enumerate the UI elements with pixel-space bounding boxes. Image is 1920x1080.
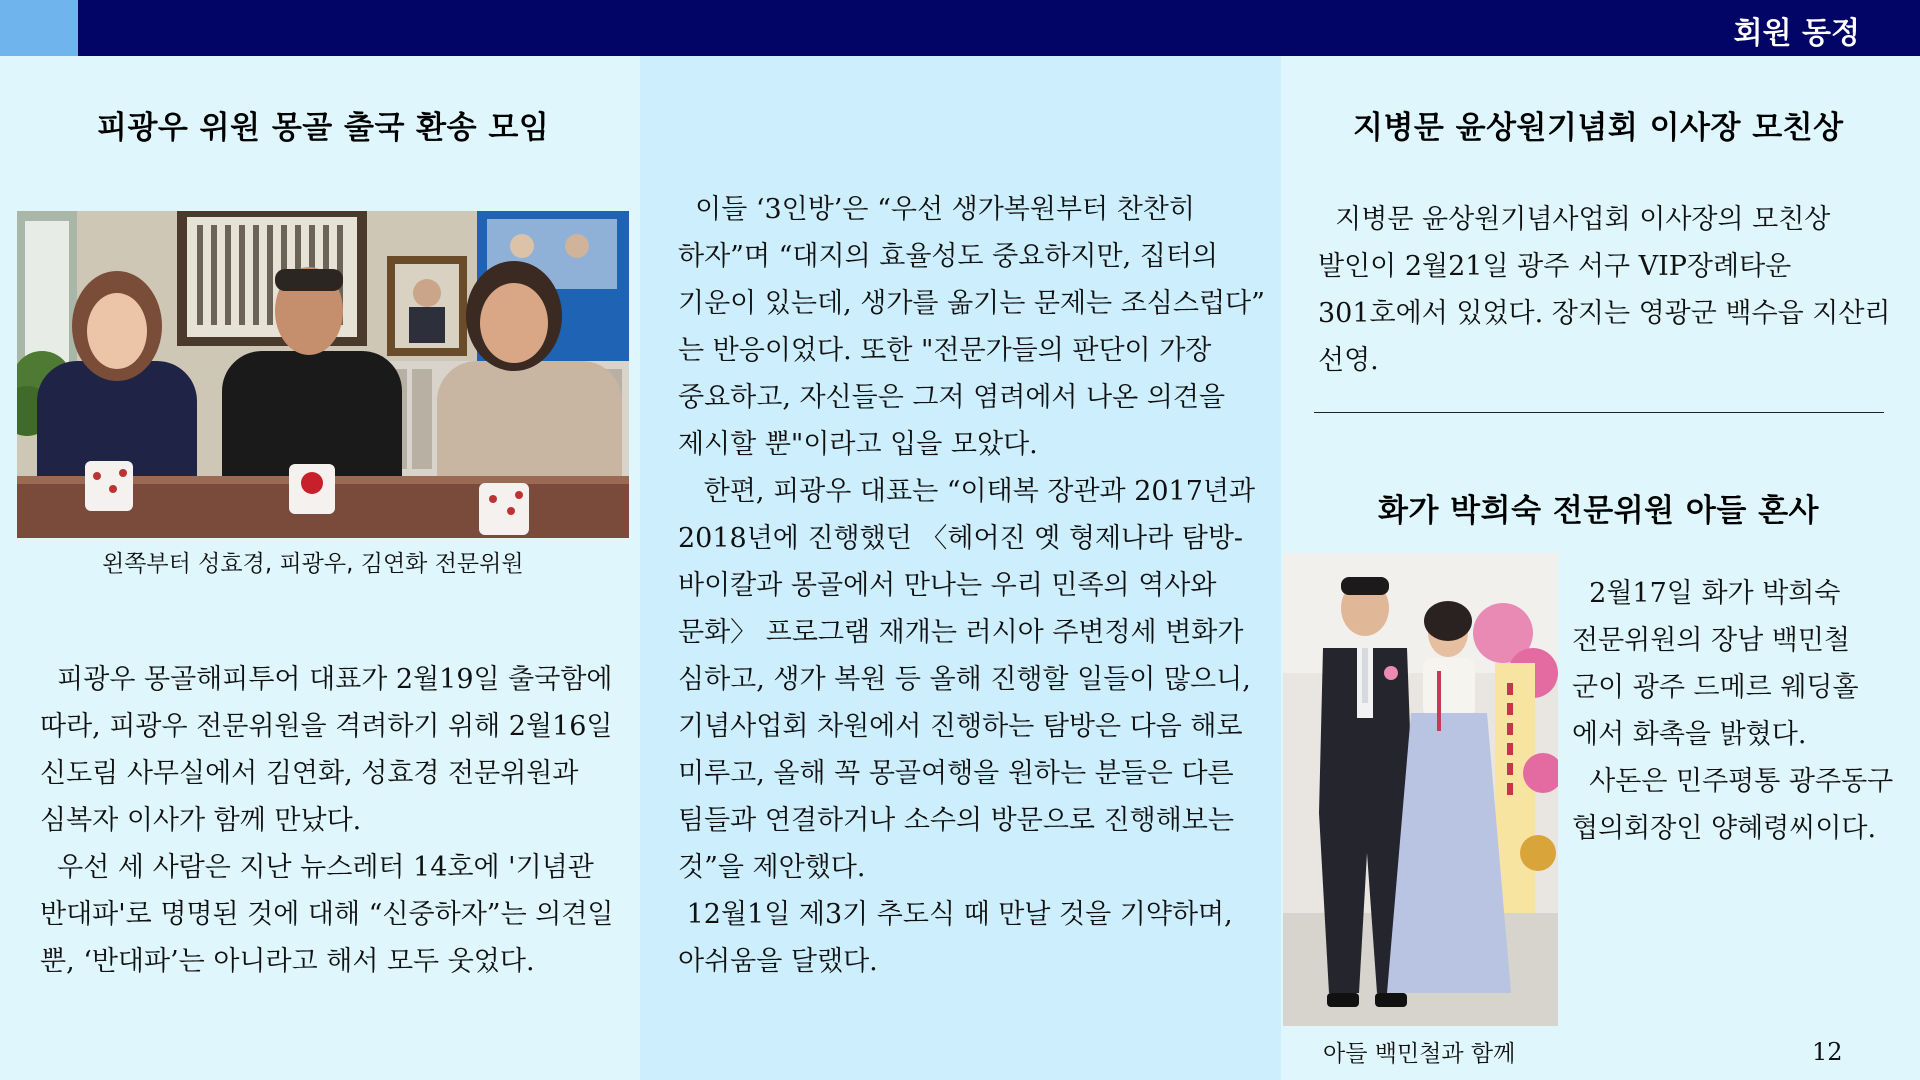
wedding-photo bbox=[1283, 553, 1558, 1026]
meeting-photo bbox=[17, 211, 629, 538]
text-line: 사돈은 민주평통 광주동구 bbox=[1572, 766, 1894, 797]
text-line: 에서 화촉을 밝혔다. bbox=[1572, 719, 1807, 750]
page-number: 12 bbox=[1812, 1038, 1843, 1066]
text-line: 아쉬움을 달랬다. bbox=[678, 946, 878, 977]
text-line: 심하고, 생가 복원 등 올해 진행할 일들이 많으니, bbox=[678, 664, 1251, 695]
text-line: 한편, 피광우 대표는 “이태복 장관과 2017년과 bbox=[678, 476, 1256, 507]
left-article-body bbox=[40, 656, 614, 985]
wedding-photo-caption: 아들 백민철과 함께 bbox=[1323, 1041, 1516, 1067]
text-line: 하자”며 “대지의 효율성도 중요하지만, 집터의 bbox=[678, 241, 1218, 272]
text-line: 피광우 몽골해피투어 대표가 2월19일 출국함에 bbox=[40, 664, 613, 695]
text-line: 기운이 있는데, 생가를 옮기는 문제는 조심스럽다” bbox=[678, 288, 1265, 319]
meeting-photo-caption: 왼쪽부터 성효경, 피광우, 김연화 전문위원 bbox=[102, 551, 524, 577]
section-label: 회원 동정 bbox=[1733, 16, 1860, 51]
text-line: 중요하고, 자신들은 그저 염려에서 나온 의견을 bbox=[678, 382, 1226, 413]
header-bar bbox=[0, 0, 1920, 56]
article-title-farewell: 피광우 위원 몽골 출국 환송 모임 bbox=[97, 110, 550, 146]
text-line: 뿐, ‘반대파’는 아니라고 해서 모두 웃었다. bbox=[40, 946, 535, 977]
text-line: 선영. bbox=[1318, 345, 1379, 376]
text-line: 제시할 뿐"이라고 입을 모았다. bbox=[678, 429, 1038, 460]
text-line: 협의회장인 양혜령씨이다. bbox=[1572, 813, 1877, 844]
text-line: 2018년에 진행했던 〈헤어진 옛 형제나라 탐방- bbox=[678, 523, 1244, 554]
section-divider bbox=[1314, 412, 1884, 413]
text-line: 바이칼과 몽골에서 만나는 우리 민족의 역사와 bbox=[678, 570, 1217, 601]
text-line: 문화〉 프로그램 재개는 러시아 주변정세 변화가 bbox=[678, 617, 1244, 648]
middle-article-body bbox=[678, 186, 1265, 985]
text-line: 는 반응이었다. 또한 "전문가들의 판단이 가장 bbox=[678, 335, 1212, 366]
text-line: 것”을 제안했다. bbox=[678, 852, 866, 883]
header-accent-block bbox=[0, 0, 78, 56]
wedding-article-body bbox=[1572, 570, 1893, 852]
condolence-article-body bbox=[1318, 196, 1891, 384]
article-title-condolence: 지병문 윤상원기념회 이사장 모친상 bbox=[1353, 110, 1844, 146]
text-line: 기념사업회 차원에서 진행하는 탐방은 다음 해로 bbox=[678, 711, 1243, 742]
text-line: 12월1일 제3기 추도식 때 만날 것을 기약하며, bbox=[678, 899, 1233, 930]
text-line: 301호에서 있었다. 장지는 영광군 백수읍 지산리 bbox=[1318, 298, 1891, 329]
article-title-wedding: 화가 박희숙 전문위원 아들 혼사 bbox=[1378, 493, 1819, 529]
text-line: 이들 ‘3인방’은 “우선 생가복원부터 찬찬히 bbox=[678, 194, 1195, 225]
text-line: 팀들과 연결하거나 소수의 방문으로 진행해보는 bbox=[678, 805, 1234, 836]
text-line: 군이 광주 드메르 웨딩홀 bbox=[1572, 672, 1859, 703]
text-line: 우선 세 사람은 지난 뉴스레터 14호에 '기념관 bbox=[40, 852, 594, 883]
text-line: 발인이 2월21일 광주 서구 VIP장례타운 bbox=[1318, 251, 1792, 282]
text-line: 심복자 이사가 함께 만났다. bbox=[40, 805, 362, 836]
text-line: 미루고, 올해 꼭 몽골여행을 원하는 분들은 다른 bbox=[678, 758, 1234, 789]
text-line: 2월17일 화가 박희숙 bbox=[1572, 578, 1841, 609]
text-line: 신도림 사무실에서 김연화, 성효경 전문위원과 bbox=[40, 758, 579, 789]
text-line: 전문위원의 장남 백민철 bbox=[1572, 625, 1850, 656]
text-line: 반대파'로 명명된 것에 대해 “신중하자”는 의견일 bbox=[40, 899, 614, 930]
text-line: 지병문 윤상원기념사업회 이사장의 모친상 bbox=[1318, 204, 1831, 235]
text-line: 따라, 피광우 전문위원을 격려하기 위해 2월16일 bbox=[40, 711, 613, 742]
